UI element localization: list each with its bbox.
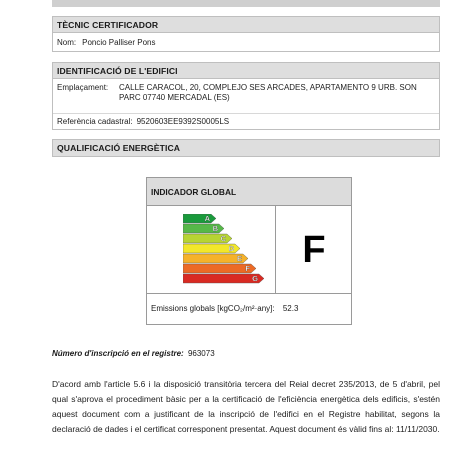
edifici-ref-label: Referència cadastral:	[57, 117, 133, 126]
indicador-global-box	[146, 177, 352, 325]
edifici-address-label: Emplaçament:	[57, 83, 109, 92]
tecnic-section-title: TÈCNIC CERTIFICADOR	[53, 17, 439, 33]
inscripcio-label: Número d'inscripció en el registre:	[52, 349, 184, 358]
inscripcio-value: 963073	[187, 349, 215, 358]
inscripcio-row	[52, 349, 215, 358]
emissions-row	[147, 294, 351, 324]
energy-bar-label-a: A	[204, 214, 210, 224]
edifici-ref-row	[53, 114, 439, 130]
emissions-label: Emissions globals [kgCO₂/m²·any]:	[151, 304, 275, 313]
edifici-address-value: CALLE CARACOL, 20, COMPLEJO SES ARCADES, APARTAMENTO 9 URB. SON PARC 07740 MERCADAL (ES)	[119, 83, 417, 102]
qualificacio-energetica-section	[52, 139, 440, 157]
top-bar	[52, 0, 440, 7]
identificacio-edifici-section	[52, 62, 440, 130]
energy-bar-label-d: D	[228, 244, 234, 254]
tecnic-name-value: Poncio Palliser Pons	[82, 38, 156, 47]
indicador-title: INDICADOR GLOBAL	[147, 178, 351, 206]
energy-scale-chart	[183, 214, 267, 286]
energy-bar-a	[183, 214, 216, 223]
qualificacio-section-title: QUALIFICACIÓ ENERGÈTICA	[53, 140, 439, 156]
energy-bar-label-f: F	[245, 264, 250, 274]
emissions-value: 52.3	[282, 304, 299, 313]
energy-bar-label-b: B	[212, 224, 218, 234]
validity-paragraph: D'acord amb l'article 5.6 i la disposició transitòria tercera del Reial decret 235/2013, de 5 d'abril, pel qual s'aprova el procediment bàsic per a la certificació de l'eficiència energètica dels edificis, s'estén aquest document com a justificant de la inscripció de l'edifici en el Registre habilitat, segons la declaració de dades i el certificat corresponent presentat. Aquest document és vàlid fins al: 11/11/2030.	[52, 379, 440, 434]
indicador-body	[147, 206, 351, 294]
edifici-address-row	[53, 79, 439, 114]
edifici-section-title: IDENTIFICACIÓ DE L'EDIFICI	[53, 63, 439, 79]
tecnic-name-label: Nom:	[57, 38, 77, 47]
energy-grade-letter: F	[302, 228, 326, 271]
energy-bar-label-g: G	[252, 274, 258, 284]
tecnic-name-row	[53, 33, 439, 52]
tecnic-certificador-section	[52, 16, 440, 52]
energy-bar-label-e: E	[236, 254, 242, 264]
energy-bar-label-c: C	[220, 234, 226, 244]
edifici-ref-value: 9520603EE9392S0005LS	[136, 117, 230, 126]
